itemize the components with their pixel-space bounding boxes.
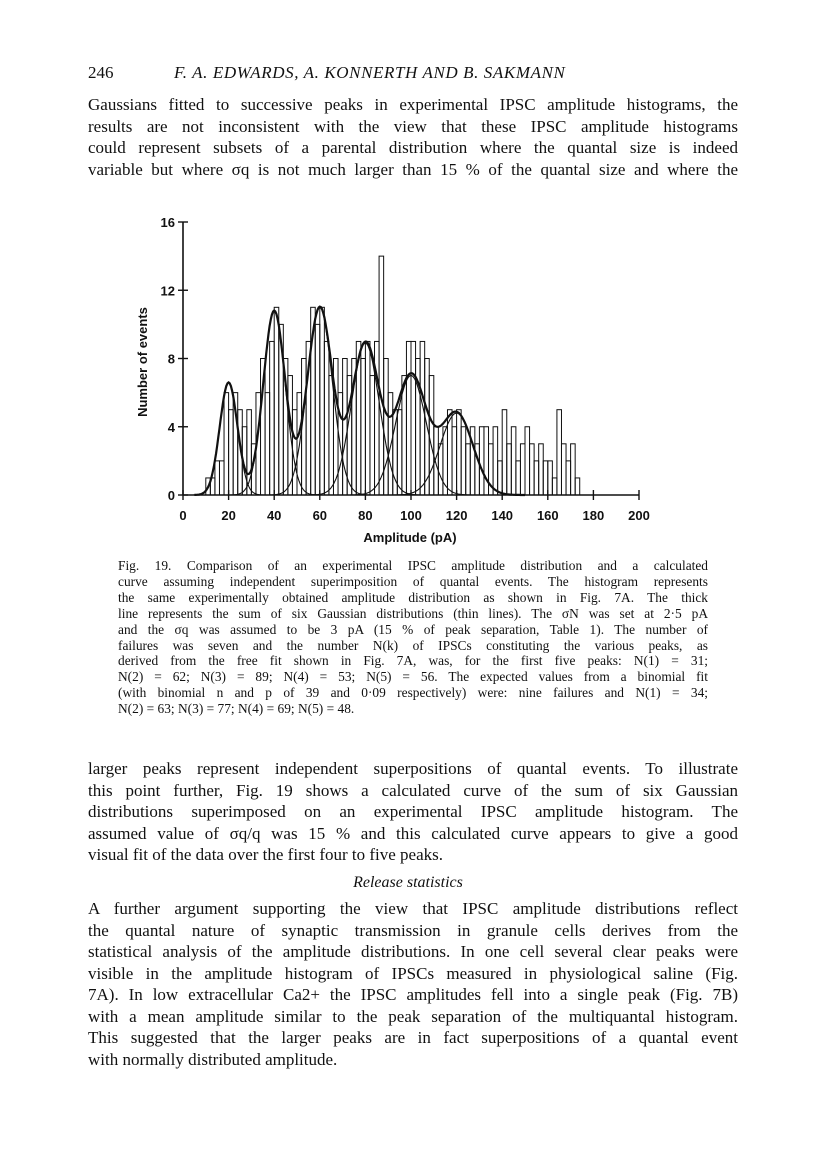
histogram-bar — [507, 444, 512, 495]
histogram-bar — [525, 427, 530, 495]
text-line: larger peaks represent independent superpositions of quantal events. To illustrate — [88, 759, 738, 778]
histogram-bar — [265, 393, 270, 495]
caption-line: line represents the sum of six Gaussian distributions (thin lines). The σN was set at 2·5 pA — [118, 605, 708, 621]
text-line: variable but where σq is not much larger than 15 % of the quantal size and where the — [88, 159, 738, 179]
histogram-bar — [329, 376, 334, 495]
text-line: this point further, Fig. 19 shows a calculated curve of the sum of six Gaussian — [88, 780, 738, 800]
figure-caption — [118, 558, 708, 717]
y-tick-label: 12 — [160, 283, 175, 299]
x-tick-label: 0 — [179, 508, 187, 523]
author-line: F. A. EDWARDS, A. KONNERTH AND B. SAKMANN — [174, 63, 566, 82]
caption-line: failures was seven and the number N(k) of IPSCs constituting the various peaks, as — [118, 637, 708, 653]
histogram-bar — [420, 341, 425, 495]
caption-line: the same experimentally obtained amplitude distribution as shown in Fig. 7A. The thick — [118, 589, 708, 605]
histogram-bar — [384, 359, 389, 496]
histogram-bar — [406, 341, 411, 495]
x-tick-label: 80 — [358, 508, 373, 523]
histogram-bar — [516, 461, 521, 495]
x-tick-label: 60 — [312, 508, 328, 523]
histogram-bar — [388, 393, 393, 495]
chart-axes — [161, 215, 650, 523]
text-line: assumed value of σq/q was 15 % and this calculated curve appears to give a good — [88, 823, 738, 843]
y-tick-label: 16 — [160, 215, 175, 230]
histogram-bar — [539, 444, 544, 495]
x-tick-label: 200 — [628, 508, 650, 523]
histogram-bar — [575, 478, 580, 495]
histogram-bar — [274, 307, 279, 495]
histogram-bar — [270, 341, 275, 495]
histogram-bar — [370, 376, 375, 495]
histogram-bar — [479, 427, 484, 495]
text-line: with normally distributed amplitude. — [88, 1049, 338, 1069]
histogram-bar — [365, 341, 370, 495]
text-line: with a mean amplitude similar to the peak separation of the multiquantal histogram. — [88, 1006, 738, 1026]
histogram-bar — [530, 444, 535, 495]
histogram-bar — [397, 410, 402, 495]
histogram-bar — [361, 359, 366, 496]
histogram-bar — [219, 461, 224, 495]
histogram-bar — [320, 307, 325, 495]
text-line: distributions superimposed on an experimental IPSC amplitude histogram. The — [88, 802, 738, 821]
x-tick-label: 160 — [536, 508, 559, 523]
x-tick-label: 180 — [582, 508, 605, 523]
text-line: Gaussians fitted to successive peaks in experimental IPSC amplitude histograms, the — [88, 95, 738, 114]
histogram-bar — [543, 461, 548, 495]
y-tick-label: 4 — [167, 419, 175, 435]
histogram-bar — [461, 427, 466, 495]
histogram-bar — [498, 461, 503, 495]
caption-line: (with binomial n and p of 39 and 0·09 respectively) were: nine failures and N(1) = 34; — [118, 685, 708, 701]
histogram-bar — [534, 461, 539, 495]
x-axis-title: Amplitude (pA) — [363, 530, 457, 545]
histogram-bar — [324, 341, 329, 495]
text-line: A further argument supporting the view that IPSC amplitude distributions reflect — [88, 899, 738, 918]
text-line: could represent subsets of a parental distribution where the quantal size is indeed — [88, 138, 738, 157]
text-line: results are not inconsistent with the view that these IPSC amplitude histograms — [88, 116, 738, 136]
caption-line: N(2) = 63; N(3) = 77; N(4) = 69; N(5) = 48. — [118, 701, 355, 717]
histogram-bar — [561, 444, 566, 495]
x-tick-label: 100 — [400, 508, 422, 523]
histogram-bar — [224, 393, 229, 495]
histogram-bar — [411, 341, 416, 495]
y-tick-label: 8 — [167, 351, 175, 367]
caption-line: derived from the free fit shown in Fig. 7A, was, for the first five peaks: N(1) = 31; — [118, 653, 708, 669]
text-line: statistical analysis of the amplitude distributions. In one cell several clear peaks were — [88, 942, 738, 961]
caption-line: and the σq was assumed to be 3 pA (15 % of peak separation, Table 1). The number of — [118, 621, 708, 637]
caption-line: curve assuming independent superimposition of quantal events. The histogram represents — [118, 573, 708, 589]
text-line: This suggested that the larger peaks are in fact superpositions of a quantal event — [88, 1028, 738, 1047]
sum-gaussian-line — [194, 307, 525, 495]
histogram-bar — [566, 461, 571, 495]
histogram-bar — [229, 410, 234, 495]
histogram-bar — [557, 410, 562, 495]
section-heading: Release statistics — [353, 874, 463, 891]
y-tick-label: 0 — [167, 488, 175, 503]
histogram-bar — [429, 376, 434, 495]
figure-19-chart — [120, 205, 680, 550]
histogram-bar — [438, 444, 443, 495]
histogram-bar — [315, 324, 320, 495]
histogram-bar — [548, 461, 553, 495]
text-line: 7A). In low extracellular Ca2+ the IPSC amplitudes fell into a single peak (Fig. 7B) — [88, 985, 738, 1004]
histogram-bar — [484, 427, 489, 495]
text-line: visual fit of the data over the first four to five peaks. — [88, 845, 443, 864]
histogram-bar — [493, 427, 498, 495]
x-tick-label: 40 — [266, 508, 282, 523]
histogram-bar — [571, 444, 576, 495]
caption-line: N(2) = 62; N(3) = 89; N(4) = 53; N(5) = 56. The expected values from a binomial fit — [118, 669, 708, 685]
histogram-bar — [520, 444, 525, 495]
histogram-bar — [215, 461, 220, 495]
histogram-bar — [379, 256, 384, 495]
page-number: 246 — [88, 63, 114, 82]
x-tick-label: 120 — [445, 508, 468, 523]
histogram-bar — [452, 427, 457, 495]
x-tick-label: 20 — [221, 508, 236, 523]
histogram-bar — [502, 410, 507, 495]
x-tick-label: 140 — [491, 508, 514, 523]
paragraph-bottom — [88, 898, 738, 1070]
caption-line: Fig. 19. Comparison of an experimental IPSC amplitude distribution and a calculated — [118, 558, 708, 573]
histogram-bar — [457, 410, 462, 495]
histogram-bars — [206, 256, 580, 495]
histogram-bar — [511, 427, 516, 495]
paragraph-top — [88, 94, 738, 180]
histogram-bar — [552, 478, 557, 495]
histogram-bar — [466, 444, 471, 495]
y-axis-title: Number of events — [135, 307, 150, 417]
paragraph-middle — [88, 758, 738, 866]
text-line: visible in the amplitude histogram of IPSCs measured in physiological saline (Fig. — [88, 963, 738, 983]
text-line: the quantal nature of synaptic transmission in granule cells derives from the — [88, 920, 738, 940]
